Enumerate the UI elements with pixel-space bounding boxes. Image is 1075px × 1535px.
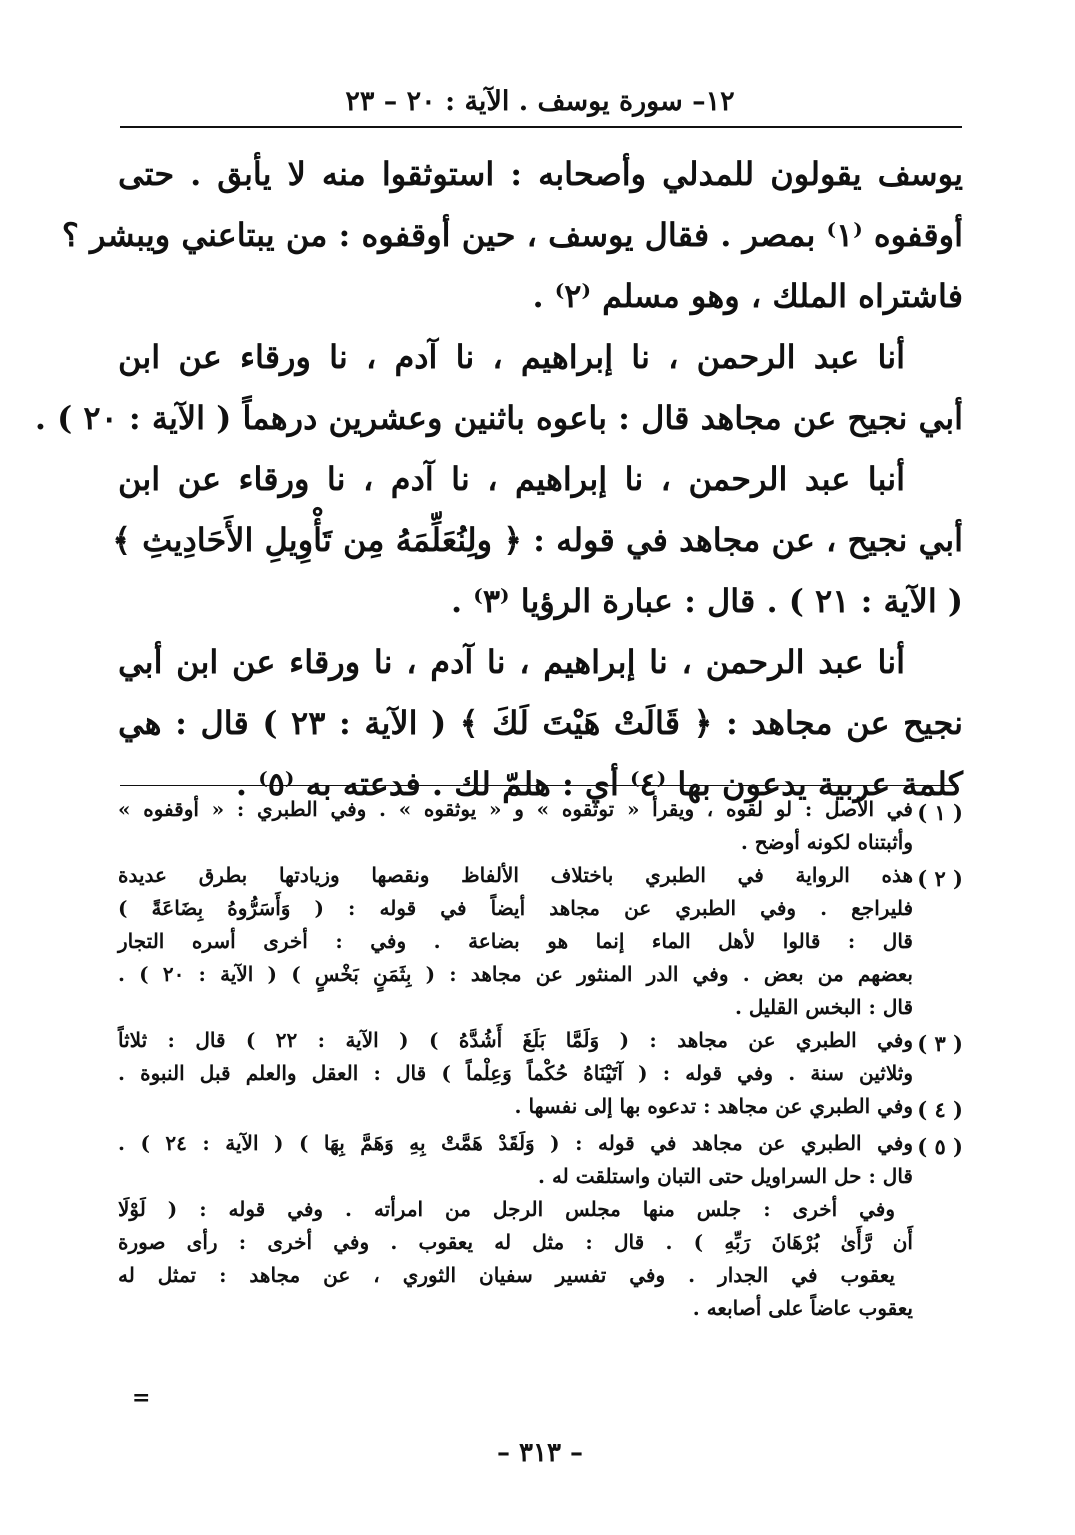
footnote-line: يعقوب عاضاً على أصابعه . xyxy=(692,1296,913,1320)
footnotes xyxy=(118,794,963,1326)
text-line: أنبا عبد الرحمن ، نا إبراهيم ، نا آدم ، نا ورقاء عن ابن xyxy=(118,460,905,498)
footnote-number: ( ٥ ) xyxy=(917,1134,963,1159)
footnote-line: أَن رَّأَىٰ بُرْهَانَ رَبِّهِ ) . قال : مثل له يعقوب . وفي أخرى : رأى صورة xyxy=(118,1230,913,1254)
footnote-body xyxy=(118,794,913,860)
main-text xyxy=(34,148,964,819)
footnote-line: يعقوب في الجدار . وفي تفسير سفيان الثوري ، عن مجاهد : تمثل له xyxy=(118,1263,895,1287)
text-line: أنا عبد الرحمن ، نا إبراهيم ، نا آدم ، نا ورقاء عن ابن أبي xyxy=(118,643,905,681)
text-line: فاشتراه الملك ، وهو مسلم ⁽٢⁾ . xyxy=(532,277,963,315)
footnote-line: بعضهم من بعض . وفي الدر المنثور عن مجاهد : ( بِثَمَنٍ بَخْسٍ ) ( الآية : ٢٠ ) . xyxy=(118,962,914,986)
text-line: يوسف يقولون للمدلي وأصحابه : استوثقوا منه لا يأبق . حتى xyxy=(118,155,963,193)
footnote-line: قال : حل السراويل حتى التبان واستلقت له . xyxy=(538,1164,913,1188)
footnote-line: وفي الطبري عن مجاهد في قوله : ( وَلَقَدْ هَمَّتْ بِهِ وَهَمَّ بِهَا ) ( الآية : ٢٤ ) . xyxy=(118,1131,913,1155)
running-head: ١٢– سورة يوسف . الآية : ٢٠ – ٢٣ xyxy=(345,86,735,117)
header-rule xyxy=(120,126,962,128)
page-number: – ٣١٣ – xyxy=(496,1438,584,1468)
footnote-5 xyxy=(118,1128,963,1326)
footnote-1 xyxy=(118,794,963,860)
footnote-line: وأثبتناه لكونه أوضح . xyxy=(740,830,913,854)
text-line: أوقفوه ⁽١⁾ بمصر . فقال يوسف ، حين أوقفوه : من يبتاعني ويبشر ؟ xyxy=(61,216,963,254)
footnote-body xyxy=(118,1128,913,1326)
footnote-number: ( ٢ ) xyxy=(917,866,963,891)
footnote-line: فليراجع . وفي الطبري عن مجاهد أيضاً في قوله : ( وَأَسَرُّوهُ بِضَاعَةً ) xyxy=(118,896,913,920)
continuation-mark: = xyxy=(132,1385,151,1411)
footnote-line: قال : قالوا لأهل الماء إنما هو بضاعة . وفي : أخرى أسره التجار xyxy=(118,929,913,953)
footnote-number: ( ٣ ) xyxy=(917,1031,963,1056)
footnote-2 xyxy=(118,860,963,1025)
footnote-4 xyxy=(118,1091,963,1128)
text-line: أبي نجيح عن مجاهد قال : باعوه باثنين وعشرين درهماً ( الآية : ٢٠ ) . xyxy=(34,399,963,437)
footnote-number: ( ١ ) xyxy=(917,800,963,825)
footnote-line: وثلاثين سنة . وفي قوله : ( آتَيْنَاهُ حُكْماً وَعِلْماً ) قال : العقل والعلم قبل النبوة . xyxy=(118,1061,913,1085)
footnote-line: في الأصل : لو لقوه ، ويقرأ « توثقوه » و « يوثقوه » . وفي الطبري : « أوقفوه » xyxy=(118,797,913,821)
footnote-number: ( ٤ ) xyxy=(917,1097,963,1122)
text-line: ( الآية : ٢١ ) . قال : عبارة الرؤيا ⁽٣⁾ . xyxy=(451,582,963,620)
footnote-body xyxy=(118,1025,913,1091)
footnote-line: وفي الطبري عن مجاهد : ( وَلَمَّا بَلَغَ أَشُدَّهُ ) ( الآية : ٢٢ ) قال : ثلاثاً xyxy=(118,1028,914,1052)
footnote-line: وفي الطبري عن مجاهد : تدعوه بها إلى نفسها . xyxy=(514,1094,913,1118)
footnote-3 xyxy=(118,1025,963,1091)
text-line: كلمة عربية يدعون بها ⁽٤⁾ أي : هلمّ لك . فدعته به ⁽٥⁾ . xyxy=(235,765,963,803)
text-line: نجيح عن مجاهد : ﴿ قَالَتْ هَيْتَ لَكَ ﴾ ( الآية : ٢٣ ) قال : هي xyxy=(118,704,964,742)
footnote-body xyxy=(118,1091,913,1128)
footnote-rule xyxy=(120,785,958,786)
footnote-line: قال : البخس القليل . xyxy=(734,995,913,1019)
footnote-line: وفي أخرى : جلس منها مجلس الرجل من امرأته . وفي قوله : ( لَوْلَا xyxy=(118,1197,895,1221)
footnote-body xyxy=(118,860,913,1025)
text-line: أبي نجيح ، عن مجاهد في قوله : ﴿ ولِنُعَلِّمَهُ مِن تَأْوِيلِ الأَحَادِيثِ ﴾ xyxy=(112,521,963,559)
text-line: أنا عبد الرحمن ، نا إبراهيم ، نا آدم ، نا ورقاء عن ابن xyxy=(118,338,905,376)
footnote-line: هذه الرواية في الطبري باختلاف الألفاظ ونقصها وزيادتها بطرق عديدة xyxy=(118,863,913,887)
